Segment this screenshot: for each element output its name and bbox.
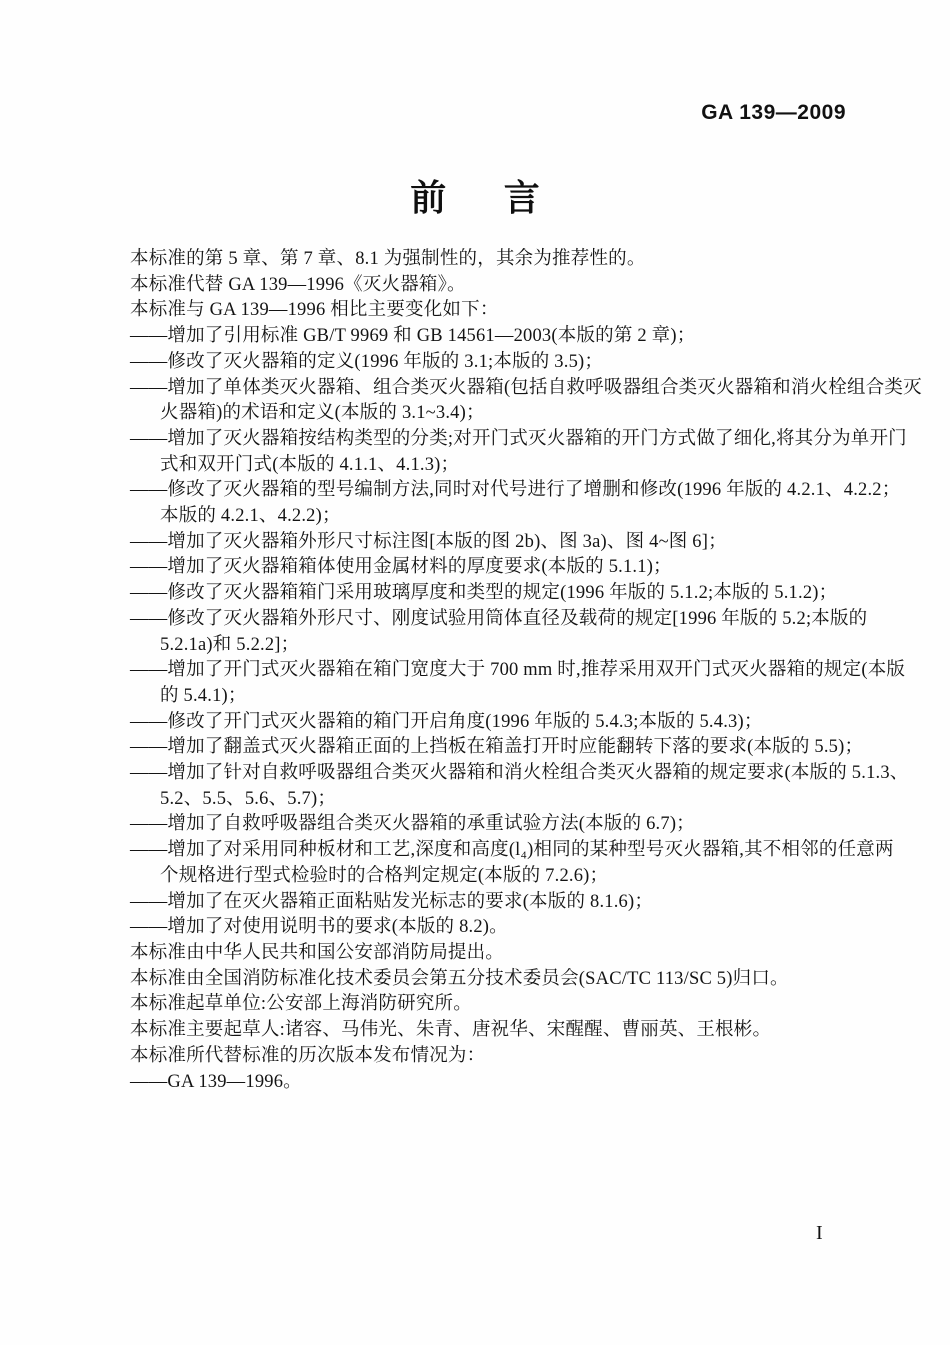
text-line: 式和双开门式(本版的 4.1.1、4.1.3)；	[160, 454, 460, 475]
text-line: ——增加了灭火器箱外形尺寸标注图[本版的图 2b)、图 3a)、图 4~图 6]；	[130, 531, 727, 552]
text-line: 5.2、5.5、5.6、5.7)；	[160, 788, 337, 809]
text-line: 本标准与 GA 139—1996 相比主要变化如下：	[130, 300, 499, 321]
text-line: ——增加了自救呼吸器组合类灭火器箱的承重试验方法(本版的 6.7)；	[130, 814, 695, 835]
text-line: 5.2.1a)和 5.2.2]；	[160, 634, 300, 655]
text-line: 本标准的第 5 章、第 7 章、8.1 为强制性的，其余为推荐性的。	[130, 249, 646, 269]
text-line: ——增加了翻盖式灭火器箱正面的上挡板在箱盖打开时应能翻转下落的要求(本版的 5.5)；	[130, 737, 864, 758]
text-line: 的 5.4.1)；	[160, 685, 247, 706]
text-line: 本标准由中华人民共和国公安部消防局提出。	[130, 942, 505, 963]
text-line: 火器箱)的术语和定义(本版的 3.1~3.4)；	[160, 403, 485, 424]
text-line: ——增加了开门式灭火器箱在箱门宽度大于 700 mm 时,推荐采用双开门式灭火器箱的规定(本版	[130, 660, 906, 681]
text-line: ——修改了灭火器箱外形尺寸、刚度试验用筒体直径及载荷的规定[1996 年版的 5.2;本版的	[130, 608, 868, 629]
text-line: ——修改了灭火器箱箱门采用玻璃厚度和类型的规定(1996 年版的 5.1.2;本版的 5.1.2)；	[130, 583, 838, 604]
text-line: ——修改了灭火器箱的型号编制方法,同时对代号进行了增删和修改(1996 年版的 4.2.1、4.2.2；	[130, 480, 901, 501]
text-line: ——增加了灭火器箱箱体使用金属材料的厚度要求(本版的 5.1.1)；	[130, 557, 672, 578]
text-line: ——增加了在灭火器箱正面粘贴发光标志的要求(本版的 8.1.6)；	[130, 891, 654, 912]
text-line: 本标准代替 GA 139—1996《灭火器箱》。	[130, 274, 466, 295]
text-line: ——增加了对使用说明书的要求(本版的 8.2)。	[130, 917, 508, 938]
page-number: I	[816, 1222, 823, 1244]
text-line: 本标准主要起草人:诸容、马伟光、朱青、唐祝华、宋醒醒、曹丽英、王根彬。	[130, 1020, 772, 1041]
text-line: 本标准起草单位:公安部上海消防研究所。	[130, 994, 472, 1015]
text-line: ——增加了灭火器箱按结构类型的分类;对开门式灭火器箱的开门方式做了细化,将其分为单开门	[130, 428, 907, 449]
text-line: 个规格进行型式检验时的合格判定规定(本版的 7.2.6)；	[160, 865, 609, 886]
text-line: ——增加了引用标准 GB/T 9969 和 GB 14561—2003(本版的第 2 章)；	[130, 326, 696, 347]
text-line: ——增加了对采用同种板材和工艺,深度和高度(l₄)相同的某种型号灭火器箱,其不相邻的任意两	[130, 840, 894, 861]
text-line: ——增加了针对自救呼吸器组合类灭火器箱和消火栓组合类灭火器箱的规定要求(本版的 5.1.3、	[130, 763, 909, 784]
text-line: 本标准所代替标准的历次版本发布情况为：	[130, 1045, 486, 1066]
text-line: ——增加了单体类灭火器箱、组合类灭火器箱(包括自救呼吸器组合类灭火器箱和消火栓组合类灭	[130, 377, 922, 398]
foreword-body	[130, 247, 922, 1095]
document-title: 前言	[410, 178, 598, 218]
text-line: 本版的 4.2.1、4.2.2)；	[160, 506, 341, 527]
text-line: 本标准由全国消防标准化技术委员会第五分技术委员会(SAC/TC 113/SC 5)归口。	[130, 968, 789, 989]
text-line: ——修改了开门式灭火器箱的箱门开启角度(1996 年版的 5.4.3;本版的 5.4.3)；	[130, 711, 763, 732]
text-line: ——GA 139—1996。	[130, 1071, 302, 1092]
text-line: ——修改了灭火器箱的定义(1996 年版的 3.1;本版的 3.5)；	[130, 351, 604, 372]
standard-code: GA 139—2009	[701, 101, 846, 124]
